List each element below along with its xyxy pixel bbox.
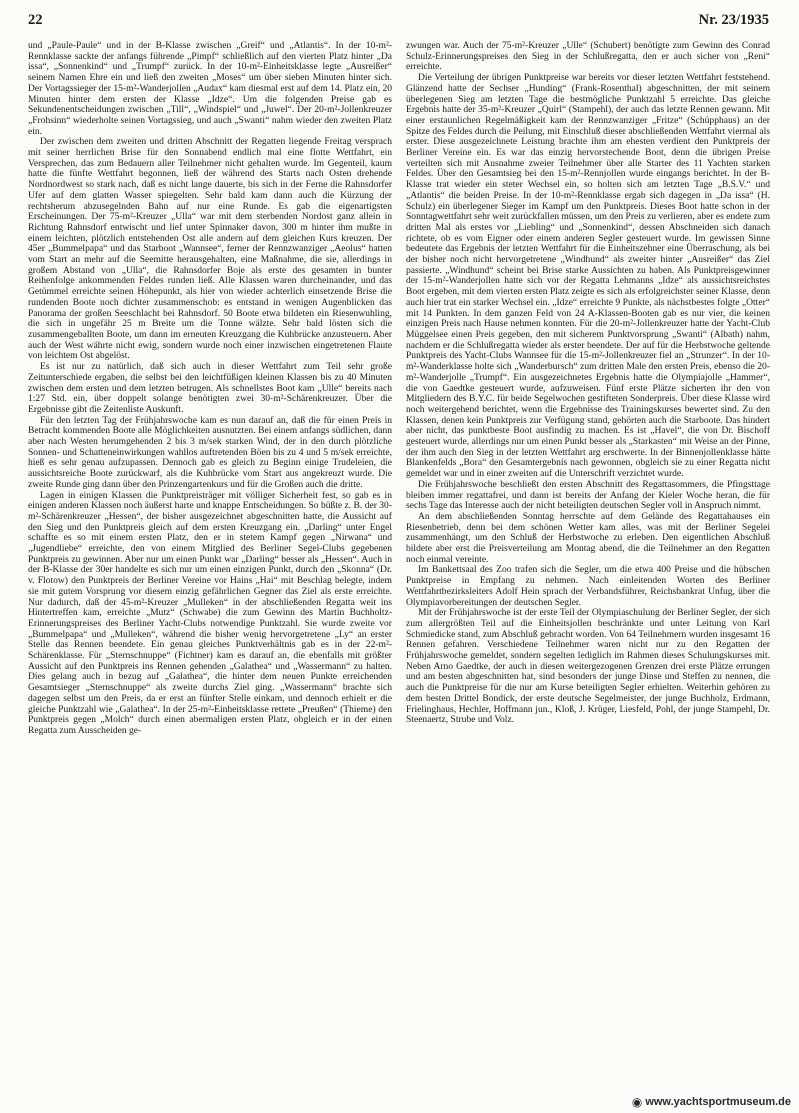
column-left <box>28 41 392 1085</box>
issue-number: Nr. 23/1935 <box>698 12 769 28</box>
watermark <box>632 1095 791 1109</box>
paragraph: Lagen in einigen Klassen die Punktpreisträger mit völliger Sicherheit fest, so gab es in einigen anderen Klassen noch äußerst harte und knappe Entscheidungen. So büßte z. B. der 30-m²-Schärenkreuzer „Hessen“, der bisher ausgezeichnet abgeschnitten hatte, die Aussicht auf den Sieg und den Punktpreis gleich auf dem ersten Kreuzgang ein. „Darling“ unter Engel schaffte es so mit einem ersten Platz, den er in stetem Kampf gegen „Nirwana“ und „Jugendliebe“ erreichte, den von einem Mitglied des Berliner Segel-Clubs gegebenen Punktpreis zu gewinnen. Aber nur um einen Punkt war „Darling“ besser als „Hessen“. Auch in der B-Klasse der 30er handelte es sich nur um einen einzigen Punkt, durch den „Skonna“ (Dr. v. Flotow) den Punktpreis der Berliner Vereine vor Hains „Hai“ mit Beschlag belegte, indem sie mit gutem Vorsprung vor diesem einzig gefährlichen Gegner das Ziel als erste erreichte. Nur dadurch, daß der 45-m²-Kreuzer „Mulleken“ in der abschließenden Regatta weit ins Hintertreffen kam, erreichte „Mutz“ (Schwabe) die zum Gewinn des Martin Buchholtz-Erinnerungspreises des Berliner Yacht-Clubs notwendige Punktzahl. Sie wurde zweite vor „Bummelpapa“ und „Mulleken“, während die bisher wenig hervorgetretene „Ly“ an erster Stelle das Rennen beendete. Ein genau gleiches Punktverhältnis gab es in der 22-m²-Schärenklasse. Für „Sternschnuppe“ (Fichtner) kam es darauf an, die ebenfalls mit größter Aussicht auf den Punktpreis ins Rennen gehenden „Galathea“ und „Wassermann“ zu halten. Dies gelang auch in bezug auf „Galathea“, die hinter dem neuen Punkte erreichenden Gesamtsieger „Sternschnuppe“ als zweite durchs Ziel ging. „Wassermann“ brachte sich dagegen selbst um den Preis, da er erst an fünfter Stelle einkam, und dennoch erhielt er die gleiche Punktzahl wie „Galathea“. In der 25-m²-Einheitsklasse rettete „Preußen“ (Thieme) den Punktpreis gegen „Molch“ durch einen abermaligen ersten Platz, obgleich er in der einen Regatta zum Ausscheiden ge- <box>28 489 392 736</box>
paragraph: Die Verteilung der übrigen Punktpreise war bereits vor dieser letzten Wettfahrt feststehend. Glänzend hatte der Sechser „Hunding“ (Frank-Rosenthal) abgeschnitten, der mit seinem überlegenen Sieg am letzten Tage die bestmögliche Punktzahl 5 erreichte. Das gleiche Ergebnis hatte der 35-m²-Kreuzer „Quirl“ (Stampehl), der auch das letzte Rennen gewann. Mit einer erstaunlichen Regelmäßigkeit kam der Rennzwanziger „Fritze“ (Schüpphaus) an der Spitze des Feldes durch die Peilung, mit Einschluß dieser abschließenden Wettfahrt viermal als erster. Diese ausgezeichnete Leistung brachte ihm am ehesten verdient den Punktpreis der Berliner Vereine ein. Es war das einzig hervorstechende Boot, denn die übrigen Preise verteilten sich mit Ausnahme zweier Teilnehmer über alle Starter des 11 Yachten starken Feldes. Über den Gesamtsieg bei den 15-m²-Rennjollen wurde eingangs berichtet. In der B-Klasse trat wieder ein steter Wechsel ein, so holten sich am letzten Tage „B.S.V.“ und „Atlantis“ die beiden Preise. In der 10-m²-Rennklasse ergab sich dagegen in „Da issa“ (H. Schulz) ein überlegener Sieger im Kampf um den Punktpreis. Dieses Boot hatte schon in der Sonntagwettfahrt sehr weit zurückfallen müssen, um den Preis zu verlieren, aber es endete zum dritten Mal als erstes vor „Liebling“ und „Sonnenkind“, dessen Abschneiden sich danach richtete, ob es vom Eigner oder einem anderen Segler gesteuert wurde. Im gewissen Sinne bedeutete das Ergebnis der letzten Wettfahrt für die Einheitszehner eine Überraschung, als bei der bisher noch nicht hervorgetretene „Windhund“ als zweiter hinter „Ausreißer“ das Ziel passierte. „Windhund“ scheint bei Brise starke Aussichten zu haben. Als Punktpreisgewinner der 15-m²-Wanderjollen hatte sich vor der Regatta Lehmanns „Idze“ als aussichtsreichstes Boot ergeben, mit dem vierten ersten Platz zeigte es sich als erfolgreichster seiner Klasse, denn auch hier trat ein starker Wechsel ein. „Idze“ erreichte 9 Punkte, als nächstbestes folgte „Otter“ mit 14 Punkten. In dem ganzen Feld von 24 A-Klassen-Booten gab es nur vier, die keinen einzigen Preis nach Hause nehmen konnten. Für die 20-m²-Jollenkreuzer hatte der Yacht-Club Müggelsee einen Preis gegeben, den mit sicherem Punktvorsprung „Swanti“ (Albath) nahm, nachdem er die Schlußregatta wieder als erster beendete. Der auf für die Herbstwoche geltende Punktpreis des Yacht-Clubs Wannsee für die 15-m²-Jollenkreuzer fiel an „Strunzer“. In der 10-m²-Wanderklasse holte sich „Wanderbursch“ zum dritten Male den ersten Preis, ebenso die 20-m²-Wanderjolle „Trumpf“. Ein ausgezeichnetes Ergebnis hatte die Olympiajolle „Hammer“, die von Gaedtke gesteuert wurde, aufzuweisen. Fünf erste Plätze sicherten ihr den von Mitgliedern des B.Y.C. für beide Segelwochen gestifteten Sonderpreis. Über diese Klasse wird noch weitergehend berichtet, wenn die Ergebnisse des Trainingskurses bewertet sind. Zu den Klassen, denen kein Punktpreis zur Verfügung stand, gehörten auch die Starboote. Das hindert aber nicht, das punktbeste Boot ausfindig zu machen. Es ist „Havel“, die von Dr. Bischoff gesteuert wurde, allerdings nur um einen Punkt besser als „Starkasten“ mit Weise an der Pinne, der ihm auch den Sieg in der letzten Wettfahrt arg erschwerte. In der Binnenjollenklasse hätte Blankenfelds „Bora“ den Gesamtergebnis nach gewonnen, obgleich sie zu einer Regatta nicht gemeldet war und in einer zweiten auf die Unterschrift verzichtet wurde. <box>406 72 770 480</box>
paragraph: An dem abschließenden Sonntag herrschte auf dem Gelände des Regattahauses ein Riesenbetrieb, denn bei dem schönen Wetter kam alles, was mit der Berliner Segelei zusammenhängt, um den Schluß der Herbstwoche zu erleben. Den eigentlichen Abschluß bildete aber erst die Preisverteilung am Montag abend, die die Teilnehmer an den Regatten noch einmal vereinte. <box>406 510 770 565</box>
column-right <box>406 41 770 1085</box>
paragraph: zwungen war. Auch der 75-m²-Kreuzer „Ulle“ (Schubert) benötigte zum Gewinn des Conrad Schulz-Erinnerungspreises den Sieg in der Schlußregatta, den er auch sicher von „Reni“ erreichte. <box>406 41 770 73</box>
paragraph: Im Bankettsaal des Zoo trafen sich die Segler, um die etwa 400 Preise und die hübschen Punktpreise in Empfang zu nehmen. Nach einleitenden Worten des Berliner Wettfahrtbezirksleiters Adolf Hein sprach der Verbandsführer, Reichsbankrat Unfug, über die Olympiavorbereitungen der deutschen Segler. <box>406 564 770 608</box>
paragraph: Die Frühjahrswoche beschließt den ersten Abschnitt des Regattasommers, die Pfingsttage bleiben immer regattafrei, und dann ist bereits der Anfang der Kieler Woche heran, die für sechs Tage das Interesse auch der nicht beteiligten deutschen Segler voll in Anspruch nimmt. <box>406 478 770 512</box>
article-body <box>28 41 770 1085</box>
paragraph: Der zwischen dem zweiten und dritten Abschnitt der Regatten liegende Freitag versprach mit seiner herrlichen Brise für den Sonnabend endlich mal eine flotte Wettfahrt, ein Versprechen, das zum Bedauern aller Teilnehmer nicht gehalten wurde. Im Gegenteil, kaum hatte die fünfte Wettfahrt begonnen, ließ der während des Starts nach Osten drehende Nordnordwest so stark nach, daß es nicht lange dauerte, bis sich in der Ferne die Rahnsdorfer Ufer auf dem glatten Wasser spiegelten. Sehr bald kam dann auch die Kürzung der rechtsherum abzusegelnden Bahn auf nur eine Runde. Es gab die eigenartigsten Erscheinungen. Der 75-m²-Kreuzer „Ulla“ war mit dem sterbenden Nordost ganz allein in Richtung Rahnsdorf entwischt und lief unter Spinnaker davon, 300 m hinter ihm mußte in einem leichten, plötzlich entstehenden Ost alle andern auf dem gleichen Kurs kreuzen. Der 45er „Bummelpapa“ und das Starboot „Wannsee“, ferner der Rennzwanziger „Aeolus“ hatten vom Start an mehr auf die Seemitte herausgehalten, eine Maßnahme, die sie, allerdings in großem Abstand von „Ulla“, die Rahnsdorfer Boje als erste des gesamten in bunter Reihenfolge ankommenden Feldes runden ließ. Alle Klassen waren durcheinander, und das Getümmel erreichte seinen Höhepunkt, als hier von wieder achterlich einsetzende Brise die rundenden Boote noch dichter zusammenschob: es entstand in wenigen Augenblicken das Panorama der großen Seeschlacht bei Rahnsdorf. 50 Boote etwa bildeten ein Riesenwuhling, die sich in ungefähr 25 m Breite um die Tonne wälzte. Sehr bald lösten sich die zusammengeballten Boote, um dann im erneuten Kreuzgang die Kuhbrücke anzusteuern. Aber auch der West währte nicht ewig, sondern wurde noch einer inzwischen eingetretenen Flaute von leichtem Ost abgelöst. <box>28 136 392 362</box>
globe-icon: ◉ <box>631 1095 643 1109</box>
paragraph: Für den letzten Tag der Frühjahrswoche kam es nun darauf an, daß die für einen Preis in Betracht kommenden Boote alle Möglichkeiten ausnutzten. Bei einem anfangs südlichen, dann aber nach Westen herumgehenden 2 bis 3 m/sek starken Wind, der in den durch plötzliche Sonnen- und Schatteneinwirkungen wahllos auftretenden Böen bis zu 4 und 5 m/sek erreichte, hieß es sehr genau aufzupassen. Dennoch gab es gleich zu Beginn einige Trudeleien, die aussichtsreiche Boote zurückwarf, als die Kuhbrücke vom Start aus angekreuzt wurde. Die zweite Runde ging dann über den Prinzengartenkurs und für die Großen auch die dritte. <box>28 414 392 490</box>
paragraph: Mit der Frühjahrswoche ist der erste Teil der Olympiaschulung der Berliner Segler, der sich zum allergrößten Teil auf die Einheitsjollen beschränkte und unter Leitung von Karl Schmiedicke stand, zum Abschluß gebracht worden. Von 64 Teilnehmern wurden insgesamt 16 Rennen gefahren. Verschiedene Teilnehmer waren nicht nur zu den Regatten der Frühjahrswoche gemeldet, sondern segelten lediglich im Rahmen dieses Schulungskurses mit. Neben Arno Gaedtke, der auch in diesen weitergezogenen Grenzen drei erste Plätze errungen und am besten abgeschnitten hat, sind besonders der junge Dinse und Steffen zu nennen, die auch die Punktpreise für die nur am Kurse beteiligten Segler erhielten. Weiterhin gehören zu dem besten Drittel Bondick, der erste deutsche Segelmeister, der junge Buchholz, Erdmann, Frielinghaus, Hechler, Hoffmann jun., Kloß, J. Krüger, Liesfeld, Pohl, der junge Stampehl, Dr. Steenaertz, Strube und Volz. <box>406 607 770 726</box>
page-number: 22 <box>28 12 43 28</box>
watermark-text: www.yachtsportmuseum.de <box>645 1096 791 1108</box>
paragraph: und „Paule-Paule“ und in der B-Klasse zwischen „Greif“ und „Atlantis“. In der 10-m²-Rennklasse sackte der anfangs führende „Pimpf“ schließlich auf den vierten Platz hinter „Da issa“, „Sonnenkind“ und „Trumpf“ zurück. In der 10-m²-Einheitsklasse legte „Ausreißer“ seinem Namen Ehre ein und ließ den zweiten „Moses“ um über sieben Minuten hinter sich. Der Vortagssieger der 15-m²-Wanderjollen „Audax“ kam diesmal erst auf dem 14. Platz ein, 20 Minuten hinter dem ersten der Klasse „Idze“. Um die folgenden Preise gab es Sekundenentscheidungen zwischen „Till“, „Windspiel“ und „Juwel“. Der 20-m²-Jollenkreuzer „Frohsinn“ wiederholte seinen Vortagssieg, und auch „Swanti“ nahm wieder den zweiten Platz ein. <box>28 41 392 137</box>
paragraph: Es ist nur zu natürlich, daß sich auch in dieser Wettfahrt zum Teil sehr große Zeitunterschiede ergaben, die selbst bei den leichtfüßigen kleinen Klassen bis zu 40 Minuten zwischen dem ersten und dem letzten betrugen. Als schnellstes Boot kam „Ulle“ bereits nach 1:27 Std. ein, über doppelt solange benötigten zwei 30-m²-Schärenkreuzer. Über die Ergebnisse gibt die Zeitenliste Auskunft. <box>28 361 392 415</box>
page-header <box>28 12 769 34</box>
